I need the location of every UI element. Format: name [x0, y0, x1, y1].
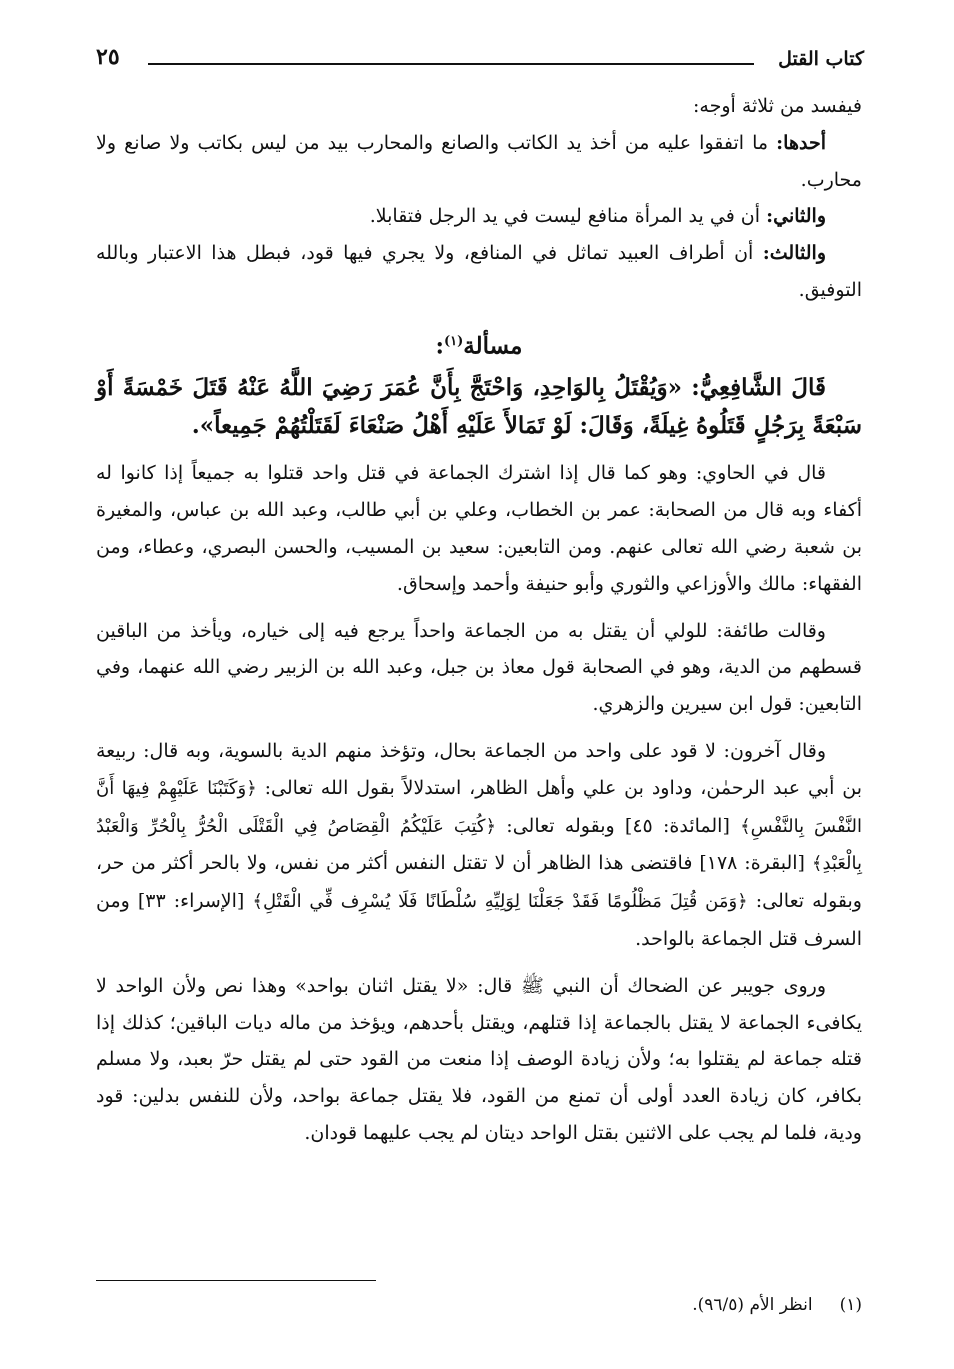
- point-one-label: أحدها:: [776, 131, 826, 154]
- point-one: [96, 125, 862, 199]
- footnote: [96, 1290, 862, 1320]
- shafii-quote: قَالَ الشَّافِعِيُّ: «وَيُقْتَلُ بِالوَاحِدِ، وَاحْتَجَّ بِأَنَّ عُمَرَ رَضِيَ اللَّهُ عَنْهُ قَتَلَ خَمْسَةً أَوْ سَبْعَةً بِرَجُلٍ قَتَلُوهُ غِيلَةً، وَقَالَ: لَوْ تَمَالأَ عَلَيْهِ أَهْلُ صَنْعَاءَ لَقَتَلْتُهُمْ جَمِيعاً».: [96, 374, 862, 440]
- quran-verse-2: ﴿كُتِبَ عَلَيْكُمُ الْقِصَاصُ فِي الْقَتْلَى الْحُرُّ بِالْحُرِّ وَالْعَبْدُ بِالْعَبْدِ﴾: [96, 815, 862, 875]
- paragraph-akharun: [96, 733, 862, 958]
- page-body: [96, 88, 862, 1152]
- paragraph-hawi: قال في الحاوي: وهو كما قال إذا اشترك الجماعة في قتل واحد قتلوا به جميعاً إذا كانوا له أكفاء وبه قال من الصحابة: عمر بن الخطاب، وعلي بن أبي طالب، وعبد الله بن عباس، والمغيرة بن شعبة رضي الله تعالى عنهم. ومن التابعين: سعيد بن المسيب، والحسن البصري، وعطاء، ومن الفقهاء: مالك والأوزاعي والثوري وأبو حنيفة وأحمد وإسحاق.: [96, 462, 862, 595]
- footnote-text: انظر الأم (٩٦/٥).: [692, 1295, 813, 1315]
- akharun-text-1: وقال آخرون: لا قود على واحد من الجماعة بحال، وتؤخذ منهم الدية بالسوية، وبه قال: ربيعة بن أبي عبد الرحمٰن، وداود بن علي وأهل الظاهر، استدلالاً بقول الله تعالى:: [96, 740, 862, 799]
- akharun-text-3: [البقرة: ١٧٨] فاقتضى هذا الظاهر أن لا تقتل النفس أكثر من نفس، ولا بالحر أكثر من حر، وبقوله تعالى:: [96, 852, 862, 913]
- chapter-title: كتاب القتل: [778, 48, 864, 70]
- footnote-rule: [96, 1280, 376, 1281]
- page-header: [96, 38, 864, 78]
- quran-verse-1: ﴿وَكَتَبْنَا عَلَيْهِمْ فِيهَا أَنَّ النَّفْسَ بِالنَّفْسِ﴾: [96, 777, 863, 837]
- point-three: [96, 235, 862, 309]
- heading-text: مسألة: [463, 332, 523, 360]
- paragraph-taifa: وقالت طائفة: للولي أن يقتل به من الجماعة واحداً يرجع فيه إلى خياره، ويأخذ من الباقين قسطهم من الدية، وهو في الصحابة قول معاذ بن جبل، وعبد الله بن الزبير رضي الله عنهما، وفي التابعين: قول ابن سيرين والزهري.: [96, 619, 862, 716]
- point-two: [96, 198, 862, 235]
- point-one-text: ما اتفقوا عليه من أخذ يد الكاتب والصانع والمحارب بيد من ليس بكاتب ولا صانع ولا محارب.: [96, 131, 862, 191]
- akharun-text-2: [المائدة: ٤٥] وبقوله تعالى:: [506, 814, 730, 837]
- akharun-text-4: [الإسراء: ٣٣] ومن السرف قتل الجماعة بالواحد.: [96, 890, 862, 950]
- footnote-number: (١): [839, 1295, 862, 1315]
- intro-line: فيفسد من ثلاثة أوجه:: [693, 95, 862, 117]
- point-two-text: أن في يد المرأة منافع ليست في يد الرجل فتقابلا.: [369, 205, 761, 228]
- point-three-label: والثالث:: [762, 242, 826, 265]
- heading-footnote-ref: (١): [444, 333, 464, 349]
- point-two-label: والثاني:: [766, 205, 826, 228]
- point-three-text: أن أطراف العبيد تماثل في المنافع، ولا يجري فيها قود، فبطل هذا الاعتبار وبالله التوفيق.: [96, 242, 862, 301]
- header-rule: [148, 63, 754, 65]
- page-number: ٢٥: [96, 44, 120, 70]
- paragraph-juwaybir: وروى جويبر عن الضحاك أن النبي ﷺ قال: «لا يقتل اثنان بواحد» وهذا نص ولأن الواحد لا يكافىء الجماعة لا يقتل بالجماعة إذا قتلهم، ويقتل بأحدهم، ويؤخذ من ماله ديات الباقين؛ كذلك إذا قتله جماعة لم يقتلوا به؛ ولأن زيادة الوصف إذا منعت من القود حتى لم يقتل حرّ بعبد، ولا مسلم بكافر، كان زيادة العدد أولى أن تمنع من القود، فلا يقتل جماعة بواحد، ولأن للنفس بدلين: قود ودية، فلما لم يجب على الاثنين بقتل الواحد ديتان لم يجب عليهما قودان.: [96, 974, 862, 1144]
- heading-colon: :: [435, 332, 444, 360]
- quran-verse-3: ﴿وَمَن قُتِلَ مَظْلُومًا فَقَدْ جَعَلْنَا لِوَلِيِّهِ سُلْطَانًا فَلَا يُسْرِف فِّي الْقَتْلِ﴾: [252, 891, 748, 913]
- section-heading: [96, 323, 862, 366]
